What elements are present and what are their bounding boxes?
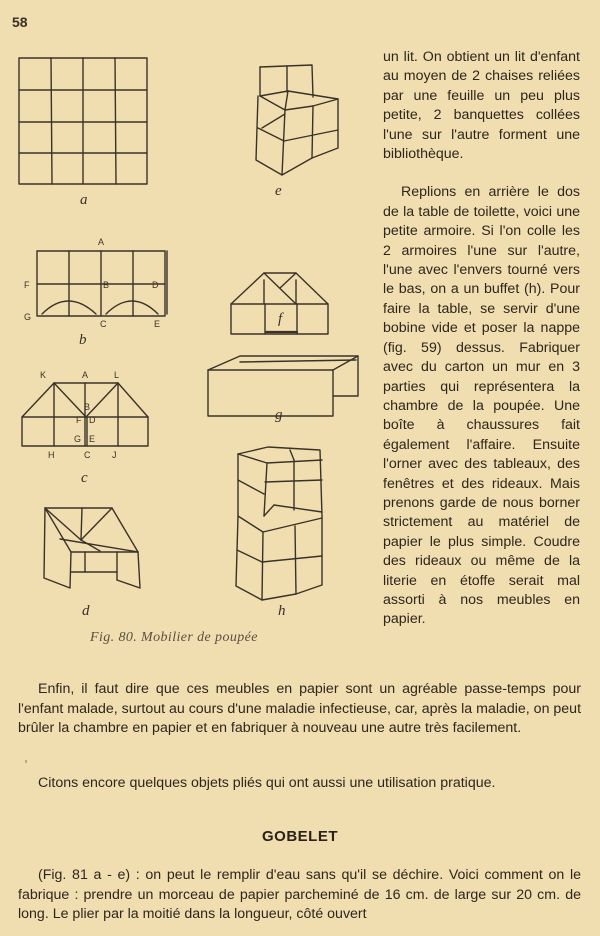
figure-drawings xyxy=(0,40,380,660)
panel-g-bench-drawing xyxy=(208,356,358,416)
panel-e-label: e xyxy=(275,183,282,199)
panel-d-label: d xyxy=(82,603,90,619)
body-paragraph: Enfin, il faut dire que ces meubles en papier sont un agréable passe-temps pour l'enfant malade, surtout au cours d'une maladie infectieuse, car, après la maladie, on peut brûler la chambre en papier et en fabriquer à nouveau une autre très facilement. xyxy=(18,681,582,737)
right-column-text xyxy=(383,48,580,630)
label-D: D xyxy=(89,415,96,425)
section-text xyxy=(18,866,581,925)
section-heading: GOBELET xyxy=(261,828,338,845)
label-E: E xyxy=(89,434,96,444)
label-H: H xyxy=(48,450,55,460)
body-text xyxy=(18,680,581,739)
panel-e-chair-drawing xyxy=(256,65,338,175)
panel-h-buffet-drawing xyxy=(236,447,322,600)
label-E: E xyxy=(154,319,161,329)
panel-a-label: a xyxy=(80,192,88,208)
panel-b-label: b xyxy=(79,332,87,348)
panel-b-fold-drawing xyxy=(24,237,167,329)
body-paragraph: Citons encore quelques objets pliés qui ont aussi une utilisation pratique. xyxy=(38,775,496,791)
page-number: 58 xyxy=(12,14,28,30)
panel-g-label: g xyxy=(275,407,283,423)
label-B: B xyxy=(84,402,91,412)
figure-80 xyxy=(0,40,380,660)
label-G: G xyxy=(74,434,82,444)
panel-c-fold-drawing xyxy=(22,370,148,460)
label-G: G xyxy=(24,312,32,322)
section-paragraph: (Fig. 81 a - e) : on peut le remplir d'eau sans qu'il se déchire. Voici comment on le fabrique : prendre un morceau de papier parcheminé de 16 cm. de large sur 20 cm. de long. Le plier par la moitié dans la longueur, côté ouvert xyxy=(18,867,581,923)
label-F: F xyxy=(76,415,82,425)
label-A: A xyxy=(98,237,105,247)
panel-a-grid-drawing xyxy=(19,58,147,184)
panel-c-label: c xyxy=(81,470,88,486)
panel-d-sofa-drawing xyxy=(44,508,140,588)
figure-caption: Fig. 80. Mobilier de poupée xyxy=(90,630,258,645)
panel-f-label: f xyxy=(278,311,283,327)
label-D: D xyxy=(152,280,159,290)
print-speck xyxy=(25,760,27,763)
label-K: K xyxy=(40,370,47,380)
label-A: A xyxy=(82,370,89,380)
column-paragraph: un lit. On obtient un lit d'enfant au moyen de 2 chaises reliées par une feuille un peu plus petite, 2 banquettes collées l'une sur l'autre forment une bibliothèque. xyxy=(383,49,580,163)
body-text-2 xyxy=(18,774,581,794)
label-C: C xyxy=(100,319,107,329)
label-J: J xyxy=(112,450,117,460)
column-paragraph: Replions en arrière le dos de la table de toilette, voici une petite armoire. Si l'on colle les 2 armoires l'une sur l'autre, l'une avec l'envers tourné vers le bas, on a un buffet (h). Pour faire la table, se servir d'une bobine vide et poser la nappe (fig. 59) dessus. Fabriquer avec du carton un mur en 3 parties qui représentera la chambre de la poupée. Une boîte à chaussures fait également l'affaire. Ensuite l'orner avec des tableaux, des fenêtres et des rideaux. Mais prenons garde de nous borner strictement au matériel de papier le plus simple. Coudre des rideaux ou même de la literie en étoffe serait mal assorti à nos meubles en papier. xyxy=(383,184,580,628)
label-B: B xyxy=(103,280,110,290)
label-C: C xyxy=(84,450,91,460)
label-F: F xyxy=(24,280,30,290)
label-L: L xyxy=(114,370,120,380)
panel-h-label: h xyxy=(278,603,286,619)
